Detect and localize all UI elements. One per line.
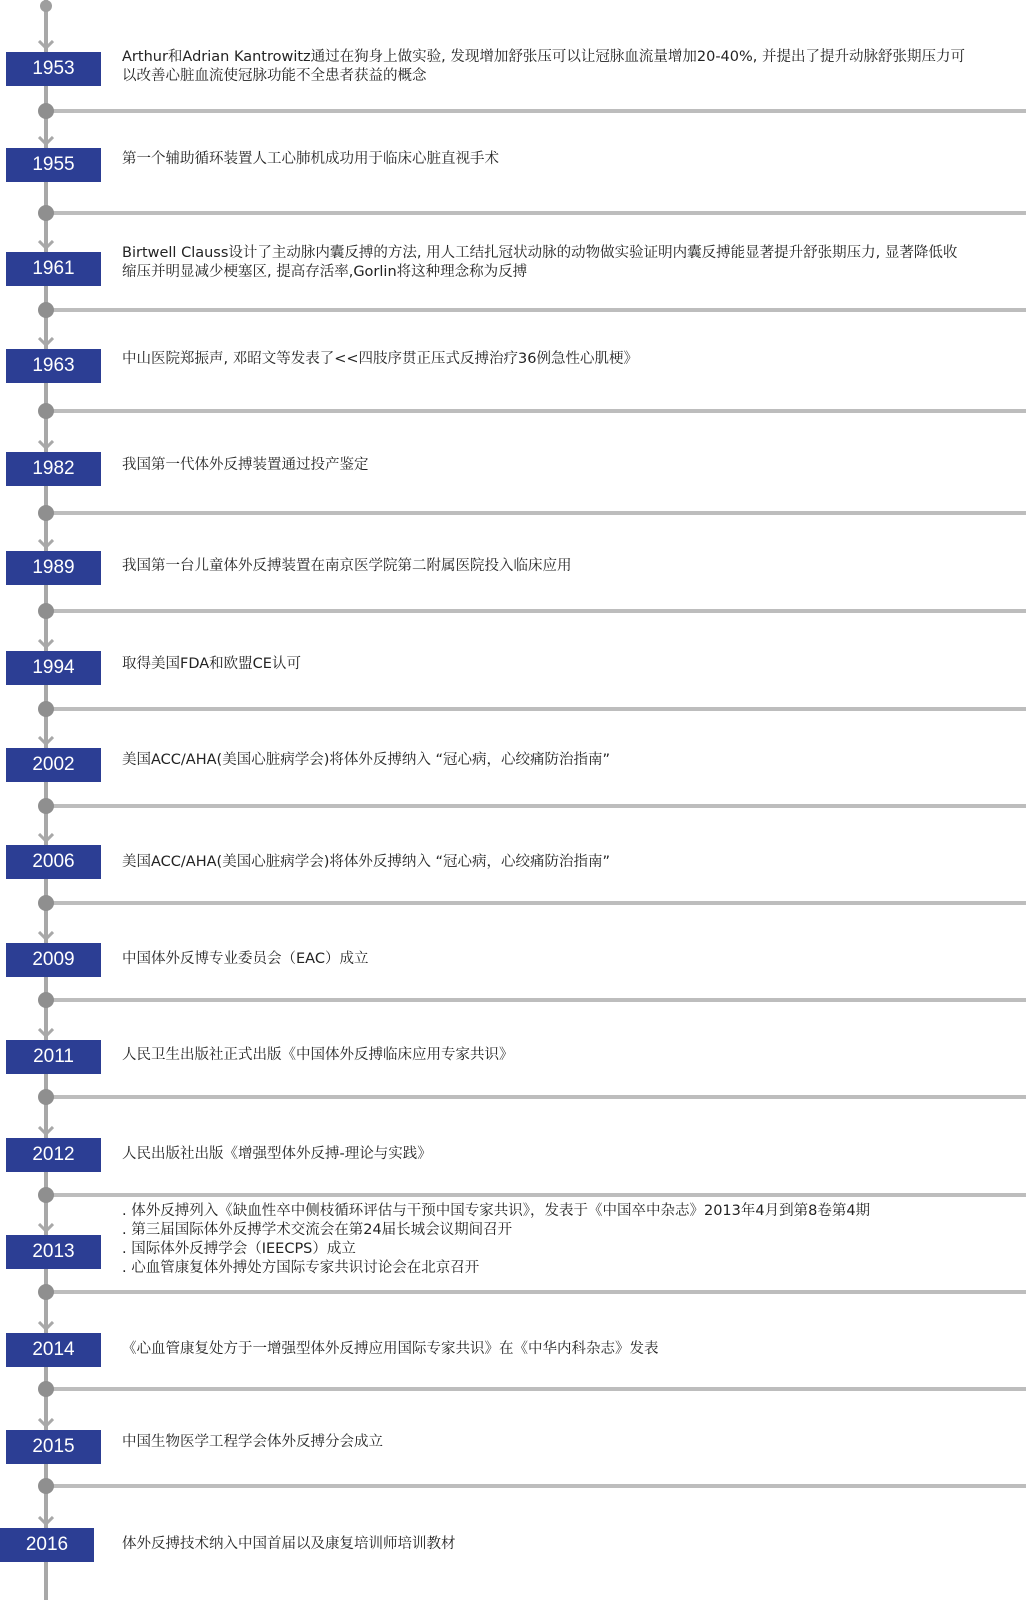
timeline-divider — [48, 109, 1026, 113]
year-label: 1989 — [6, 551, 101, 585]
event-description — [122, 751, 1027, 770]
event-text-line: 我国第一代体外反搏装置通过投产鉴定 — [122, 457, 369, 473]
event-description — [122, 853, 1027, 872]
timeline-divider — [48, 1484, 1026, 1488]
event-text-line: 缩压并明显减少梗塞区, 提高存活率,Gorlin将这种理念称为反搏 — [122, 264, 528, 280]
year-label: 1955 — [6, 148, 101, 182]
year-label: 2009 — [6, 943, 101, 977]
timeline-divider — [48, 1095, 1026, 1099]
arrow-down-icon — [38, 833, 54, 843]
event-description — [122, 557, 1027, 576]
event-text-line: 《心血管康复处方于一增强型体外反搏应用国际专家共识》在《中华内科杂志》发表 — [122, 1341, 659, 1357]
event-text-line: Arthur和Adrian Kantrowitz通过在狗身上做实验, 发现增加舒张压可以让冠脉血流量增加20-40%, 并提出了提升动脉舒张期压力可 — [122, 49, 966, 65]
timeline-divider — [48, 409, 1026, 413]
event-description — [122, 1535, 1027, 1554]
year-label: 2006 — [6, 845, 101, 879]
arrow-down-icon — [38, 736, 54, 746]
event-description — [122, 1046, 1027, 1065]
event-text-line: . 体外反搏列入《缺血性卒中侧枝循环评估与干预中国专家共识》，发表于《中国卒中杂志》2013年4月到第8卷第4期 — [122, 1203, 871, 1219]
year-label: 1994 — [6, 651, 101, 685]
year-label: 2013 — [6, 1235, 101, 1269]
event-description — [122, 456, 1027, 475]
timeline-divider — [48, 211, 1026, 215]
year-label: 1982 — [6, 452, 101, 486]
timeline-divider — [48, 707, 1026, 711]
event-text-line: 我国第一台儿童体外反搏装置在南京医学院第二附属医院投入临床应用 — [122, 558, 572, 574]
year-label: 1953 — [6, 52, 101, 86]
event-text-line: 中国生物医学工程学会体外反搏分会成立 — [122, 1434, 383, 1450]
arrow-down-icon — [38, 40, 54, 50]
event-text-line: 体外反搏技术纳入中国首届以及康复培训师培训教材 — [122, 1536, 456, 1552]
event-text-line: . 国际体外反搏学会（IEECPS）成立 — [122, 1241, 356, 1257]
event-text-line: 美国ACC/AHA(美国心脏病学会)将体外反搏纳入 “冠心病，心绞痛防治指南” — [122, 854, 610, 870]
arrow-down-icon — [38, 136, 54, 146]
arrow-down-icon — [38, 539, 54, 549]
timeline-node-dot — [38, 1478, 54, 1494]
event-text-line: 中山医院郑振声, 邓昭文等发表了<<四肢序贯正压式反搏治疗36例急性心肌梗》 — [122, 351, 638, 367]
year-label: 2014 — [6, 1333, 101, 1367]
timeline-start-dot — [40, 0, 52, 12]
timeline-node-dot — [38, 992, 54, 1008]
year-label: 2011 — [6, 1040, 101, 1074]
event-text-line: 美国ACC/AHA(美国心脏病学会)将体外反搏纳入 “冠心病，心绞痛防治指南” — [122, 752, 610, 768]
arrow-down-icon — [38, 931, 54, 941]
arrow-down-icon — [38, 240, 54, 250]
arrow-down-icon — [38, 639, 54, 649]
arrow-down-icon — [38, 1223, 54, 1233]
timeline-divider — [48, 1193, 1026, 1197]
event-text-line: 人民出版社出版《增强型体外反搏-理论与实践》 — [122, 1146, 432, 1162]
event-text-line: 取得美国FDA和欧盟CE认可 — [122, 656, 301, 672]
arrow-down-icon — [38, 1516, 54, 1526]
timeline-node-dot — [38, 403, 54, 419]
timeline-divider — [48, 1387, 1026, 1391]
arrow-down-icon — [38, 1028, 54, 1038]
event-description — [122, 950, 1027, 969]
event-description — [122, 150, 1027, 169]
arrow-down-icon — [38, 440, 54, 450]
event-text-line: 人民卫生出版社正式出版《中国体外反搏临床应用专家共识》 — [122, 1047, 514, 1063]
event-text-line: 第一个辅助循环装置人工心肺机成功用于临床心脏直视手术 — [122, 151, 499, 167]
timeline-node-dot — [38, 798, 54, 814]
event-text-line: Birtwell Clauss设计了主动脉内囊反搏的方法, 用人工结扎冠状动脉的动物做实验证明内囊反搏能显著提升舒张期压力, 显著降低收 — [122, 245, 958, 261]
year-label: 1961 — [6, 252, 101, 286]
year-label: 2015 — [6, 1430, 101, 1464]
arrow-down-icon — [38, 1126, 54, 1136]
event-text-line: . 心血管康复体外搏处方国际专家共识讨论会在北京召开 — [122, 1260, 480, 1276]
arrow-down-icon — [38, 1418, 54, 1428]
timeline-node-dot — [38, 603, 54, 619]
year-label: 2012 — [6, 1138, 101, 1172]
timeline-node-dot — [38, 895, 54, 911]
event-description — [122, 1433, 1027, 1452]
event-description — [122, 655, 1027, 674]
timeline-node-dot — [38, 1089, 54, 1105]
timeline-node-dot — [38, 701, 54, 717]
event-description — [122, 1145, 1027, 1164]
timeline-node-dot — [38, 302, 54, 318]
event-description — [122, 48, 1027, 86]
year-label: 1963 — [6, 349, 101, 383]
timeline-node-dot — [38, 1187, 54, 1203]
event-description — [122, 1340, 1027, 1359]
event-text-line: 中国体外反博专业委员会（EAC）成立 — [122, 951, 369, 967]
timeline-divider — [48, 511, 1026, 515]
timeline-node-dot — [38, 1284, 54, 1300]
event-description — [122, 1202, 1027, 1278]
timeline-divider — [48, 998, 1026, 1002]
event-text-line: . 第三届国际体外反搏学术交流会在第24届长城会议期间召开 — [122, 1222, 513, 1238]
timeline-node-dot — [38, 505, 54, 521]
timeline-divider — [48, 308, 1026, 312]
timeline-divider — [48, 1290, 1026, 1294]
year-label: 2016 — [0, 1528, 94, 1562]
timeline-node-dot — [38, 205, 54, 221]
event-text-line: 以改善心脏血流使冠脉功能不全患者获益的概念 — [122, 68, 427, 84]
event-description — [122, 244, 1027, 282]
arrow-down-icon — [38, 1321, 54, 1331]
timeline-divider — [48, 804, 1026, 808]
arrow-down-icon — [38, 337, 54, 347]
timeline-divider — [48, 901, 1026, 905]
event-description — [122, 350, 1027, 369]
year-label: 2002 — [6, 748, 101, 782]
timeline-divider — [48, 609, 1026, 613]
timeline-node-dot — [38, 1381, 54, 1397]
timeline-node-dot — [38, 103, 54, 119]
